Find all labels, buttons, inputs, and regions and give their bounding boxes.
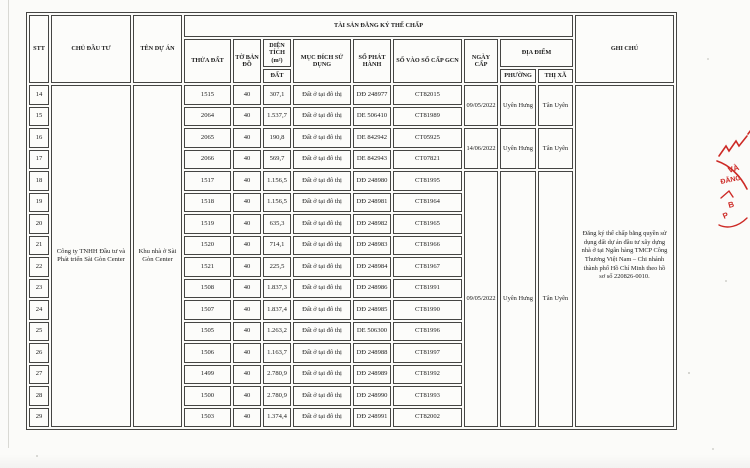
header-ghi-chu: GHI CHÚ <box>575 15 674 83</box>
cell-thua-dat: 1517 <box>184 171 231 191</box>
cell-so-phat-hanh: DĐ 248985 <box>353 300 391 320</box>
header-tai-san-dang-ky-the-chap: TÀI SẢN ĐĂNG KÝ THẾ CHẤP <box>184 15 573 37</box>
cell-stt: 18 <box>29 171 49 191</box>
cell-dien-tich: 1.837,3 <box>263 279 291 299</box>
cell-thua-dat: 1500 <box>184 386 231 406</box>
cell-dien-tich: 714,1 <box>263 236 291 256</box>
cell-dien-tich: 1.263,2 <box>263 322 291 342</box>
stamp-text-fragment: ĐĂNG <box>719 174 742 186</box>
cell-so-phat-hanh: DE 842943 <box>353 150 391 170</box>
cell-to-ban-do: 40 <box>233 322 261 342</box>
cell-phuong: Uyên Hưng <box>500 171 536 427</box>
stamp-text-fragment: P <box>721 210 730 221</box>
cell-so-vao-so: CT81995 <box>393 171 462 191</box>
cell-thua-dat: 1508 <box>184 279 231 299</box>
cell-stt: 24 <box>29 300 49 320</box>
cell-dien-tich: 635,3 <box>263 214 291 234</box>
stamp-text-fragment: B <box>727 199 736 210</box>
scan-noise <box>0 0 2 2</box>
red-stamp-icon <box>714 128 750 232</box>
header-so-vao-so-cap-gcn: SỐ VÀO SỔ CẤP GCN <box>393 39 462 83</box>
cell-so-vao-so: CT07821 <box>393 150 462 170</box>
scan-shadow <box>0 454 750 468</box>
cell-ngay-cap: 14/06/2022 <box>464 128 498 169</box>
cell-thua-dat: 1521 <box>184 257 231 277</box>
asset-row <box>29 85 674 105</box>
cell-so-vao-so: CT81993 <box>393 386 462 406</box>
cell-so-vao-so: CT82002 <box>393 408 462 428</box>
cell-muc-dich: Đất ở tại đô thị <box>293 193 351 213</box>
cell-dien-tich: 307,1 <box>263 85 291 105</box>
cell-so-vao-so: CT82015 <box>393 85 462 105</box>
cell-to-ban-do: 40 <box>233 386 261 406</box>
table-header <box>29 15 674 83</box>
cell-stt: 15 <box>29 107 49 127</box>
cell-ngay-cap: 09/05/2022 <box>464 171 498 427</box>
cell-to-ban-do: 40 <box>233 107 261 127</box>
cell-stt: 22 <box>29 257 49 277</box>
header-thi-xa: THỊ XÃ <box>538 69 573 83</box>
cell-so-vao-so: CT81967 <box>393 257 462 277</box>
cell-so-phat-hanh: DE 506300 <box>353 322 391 342</box>
cell-so-phat-hanh: DĐ 248990 <box>353 386 391 406</box>
cell-dien-tich: 2.780,9 <box>263 386 291 406</box>
cell-muc-dich: Đất ở tại đô thị <box>293 171 351 191</box>
cell-thua-dat: 1515 <box>184 85 231 105</box>
cell-to-ban-do: 40 <box>233 150 261 170</box>
cell-stt: 16 <box>29 128 49 148</box>
cell-thi-xa: Tân Uyên <box>538 85 573 126</box>
cell-stt: 28 <box>29 386 49 406</box>
header-to-ban-do: TỜ BẢN ĐỒ <box>233 39 261 83</box>
cell-to-ban-do: 40 <box>233 408 261 428</box>
cell-so-phat-hanh: DĐ 248977 <box>353 85 391 105</box>
cell-thua-dat: 1519 <box>184 214 231 234</box>
cell-so-phat-hanh: DĐ 248983 <box>353 236 391 256</box>
cell-project: Khu nhà ở Sài Gòn Center <box>133 85 182 427</box>
cell-stt: 19 <box>29 193 49 213</box>
cell-so-phat-hanh: DĐ 248981 <box>353 193 391 213</box>
cell-dien-tich: 1.156,5 <box>263 193 291 213</box>
cell-so-phat-hanh: DĐ 248986 <box>353 279 391 299</box>
cell-muc-dich: Đất ở tại đô thị <box>293 343 351 363</box>
cell-dien-tich: 569,7 <box>263 150 291 170</box>
cell-dien-tich: 2.780,9 <box>263 365 291 385</box>
header-so-phat-hanh: SỐ PHÁT HÀNH <box>353 39 391 83</box>
cell-stt: 20 <box>29 214 49 234</box>
header-thua-dat: THỬA ĐẤT <box>184 39 231 83</box>
cell-so-phat-hanh: DĐ 248984 <box>353 257 391 277</box>
cell-stt: 29 <box>29 408 49 428</box>
cell-thua-dat: 1518 <box>184 193 231 213</box>
header-dia-diem: ĐỊA ĐIỂM <box>500 39 573 67</box>
cell-to-ban-do: 40 <box>233 193 261 213</box>
cell-dien-tich: 190,8 <box>263 128 291 148</box>
cell-so-phat-hanh: DE 506410 <box>353 107 391 127</box>
header-stt: STT <box>29 15 49 83</box>
cell-so-vao-so: CT81992 <box>393 365 462 385</box>
cell-phuong: Uyên Hưng <box>500 128 536 169</box>
cell-to-ban-do: 40 <box>233 85 261 105</box>
cell-so-vao-so: CT81989 <box>393 107 462 127</box>
cell-muc-dich: Đất ở tại đô thị <box>293 107 351 127</box>
cell-to-ban-do: 40 <box>233 279 261 299</box>
cell-so-vao-so: CT81964 <box>393 193 462 213</box>
header-ngay-cap: NGÀY CẤP <box>464 39 498 83</box>
cell-thua-dat: 1507 <box>184 300 231 320</box>
header-phuong: PHƯỜNG <box>500 69 536 83</box>
cell-to-ban-do: 40 <box>233 343 261 363</box>
page-edge <box>8 0 9 448</box>
cell-stt: 26 <box>29 343 49 363</box>
cell-thi-xa: Tân Uyên <box>538 128 573 169</box>
cell-to-ban-do: 40 <box>233 128 261 148</box>
cell-muc-dich: Đất ở tại đô thị <box>293 365 351 385</box>
stamp-text-fragment: VÀ <box>726 162 741 175</box>
cell-phuong: Uyên Hưng <box>500 85 536 126</box>
cell-muc-dich: Đất ở tại đô thị <box>293 128 351 148</box>
cell-so-vao-so: CT81997 <box>393 343 462 363</box>
cell-to-ban-do: 40 <box>233 365 261 385</box>
cell-stt: 21 <box>29 236 49 256</box>
cell-so-vao-so: CT81996 <box>393 322 462 342</box>
cell-muc-dich: Đất ở tại đô thị <box>293 408 351 428</box>
cell-muc-dich: Đất ở tại đô thị <box>293 386 351 406</box>
header-muc-dich-su-dung: MỤC ĐÍCH SỬ DỤNG <box>293 39 351 83</box>
cell-thua-dat: 2066 <box>184 150 231 170</box>
cell-so-phat-hanh: DĐ 248988 <box>353 343 391 363</box>
cell-so-phat-hanh: DĐ 248991 <box>353 408 391 428</box>
cell-dien-tich: 1.837,4 <box>263 300 291 320</box>
cell-so-vao-so: CT05925 <box>393 128 462 148</box>
cell-thua-dat: 1505 <box>184 322 231 342</box>
cell-so-vao-so: CT81966 <box>393 236 462 256</box>
header-dat: ĐẤT <box>263 69 291 83</box>
cell-to-ban-do: 40 <box>233 257 261 277</box>
cell-so-vao-so: CT81991 <box>393 279 462 299</box>
cell-thua-dat: 1499 <box>184 365 231 385</box>
cell-dien-tich: 1.374,4 <box>263 408 291 428</box>
cell-muc-dich: Đất ở tại đô thị <box>293 150 351 170</box>
cell-muc-dich: Đất ở tại đô thị <box>293 322 351 342</box>
cell-to-ban-do: 40 <box>233 300 261 320</box>
cell-to-ban-do: 40 <box>233 214 261 234</box>
cell-muc-dich: Đất ở tại đô thị <box>293 257 351 277</box>
cell-dien-tich: 1.163,7 <box>263 343 291 363</box>
header-dien-tich: DIỆN TÍCH (m²) <box>263 39 291 67</box>
header-ten-du-an: TÊN DỰ ÁN <box>133 15 182 83</box>
cell-muc-dich: Đất ở tại đô thị <box>293 236 351 256</box>
cell-dien-tich: 225,5 <box>263 257 291 277</box>
cell-thua-dat: 2065 <box>184 128 231 148</box>
cell-so-phat-hanh: DĐ 248989 <box>353 365 391 385</box>
cell-stt: 25 <box>29 322 49 342</box>
cell-so-vao-so: CT81965 <box>393 214 462 234</box>
cell-so-phat-hanh: DE 842942 <box>353 128 391 148</box>
cell-stt: 27 <box>29 365 49 385</box>
cell-muc-dich: Đất ở tại đô thị <box>293 214 351 234</box>
cell-so-phat-hanh: DĐ 248980 <box>353 171 391 191</box>
cell-stt: 23 <box>29 279 49 299</box>
cell-thua-dat: 2064 <box>184 107 231 127</box>
cell-muc-dich: Đất ở tại đô thị <box>293 279 351 299</box>
cell-to-ban-do: 40 <box>233 236 261 256</box>
cell-muc-dich: Đất ở tại đô thị <box>293 300 351 320</box>
cell-ngay-cap: 09/05/2022 <box>464 85 498 126</box>
cell-dien-tich: 1.156,5 <box>263 171 291 191</box>
mortgage-asset-table <box>26 12 677 430</box>
cell-thua-dat: 1506 <box>184 343 231 363</box>
cell-ghi-chu: Đăng ký thế chấp bằng quyền sử dụng đất dự án đầu tư xây dựng nhà ở tại Ngân hàng TMCP Công Thương Việt Nam – Chi nhánh thành phố Hồ Chí Minh theo hồ sơ số 220826-0010. <box>575 85 674 427</box>
cell-stt: 14 <box>29 85 49 105</box>
cell-thi-xa: Tân Uyên <box>538 171 573 427</box>
cell-so-vao-so: CT81990 <box>393 300 462 320</box>
cell-dien-tich: 1.537,7 <box>263 107 291 127</box>
cell-stt: 17 <box>29 150 49 170</box>
cell-thua-dat: 1503 <box>184 408 231 428</box>
header-chu-dau-tu: CHỦ ĐẦU TƯ <box>51 15 131 83</box>
cell-investor: Công ty TNHH Đầu tư và Phát triển Sài Gòn Center <box>51 85 131 427</box>
cell-thua-dat: 1520 <box>184 236 231 256</box>
table-body <box>29 85 674 427</box>
cell-so-phat-hanh: DĐ 248982 <box>353 214 391 234</box>
cell-muc-dich: Đất ở tại đô thị <box>293 85 351 105</box>
cell-to-ban-do: 40 <box>233 171 261 191</box>
